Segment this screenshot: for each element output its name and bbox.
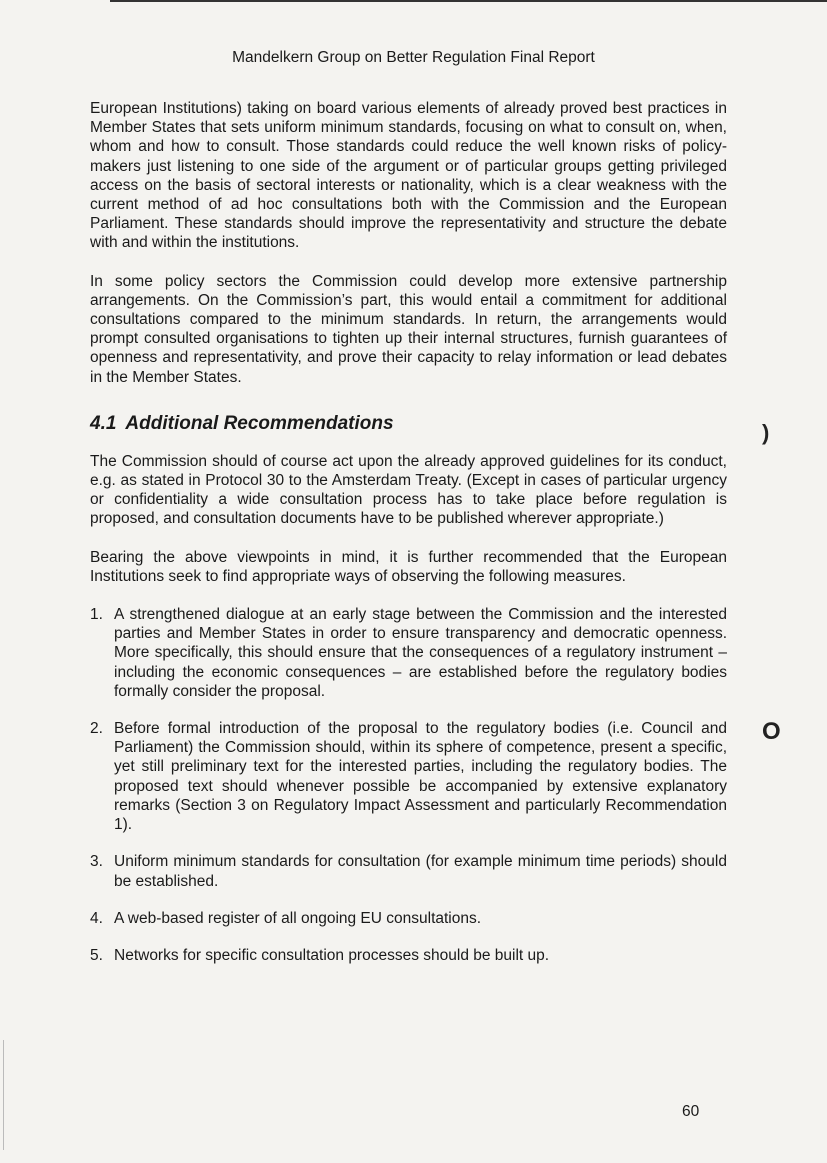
list-item-text: A strengthened dialogue at an early stage between the Commission and the interested parties and Member States in order to ensure transparency and democratic openness. More specifically, this should ensure that the consequences of a regulatory instrument – including the economic consequences – are established before the regulatory bodies formally consider the proposal.	[114, 606, 727, 700]
list-item	[90, 946, 727, 965]
list-item-number: 3.	[90, 853, 103, 871]
list-item	[90, 909, 727, 928]
list-item	[90, 605, 727, 701]
list-item-text: Networks for specific consultation processes should be built up.	[114, 946, 550, 964]
section-number: 4.1	[90, 412, 117, 434]
list-item-number: 4.	[90, 909, 103, 927]
list-item-text: A web-based register of all ongoing EU consultations.	[114, 909, 482, 927]
paragraph-viewpoints: Bearing the above viewpoints in mind, it is further recommended that the European Institutions seek to find appropriate ways of observing the following measures.	[90, 548, 727, 585]
binder-hole-mark: )	[762, 420, 770, 445]
paragraph-guidelines: The Commission should of course act upon the already approved guidelines for its conduct, e.g. as stated in Protocol 30 to the Amsterdam Treaty. (Except in cases of particular urgency or confidentiality a wide consultation process has to take place before regulation is proposed, and consultation documents have to be published wherever appropriate.)	[90, 452, 727, 528]
page-body	[90, 99, 727, 983]
list-item-number: 1.	[90, 606, 103, 624]
paragraph-consultation-standards: European Institutions) taking on board various elements of already proved best practices in Member States that sets uniform minimum standards, focusing on what to consult on, when, whom and how to consult. Those standards could reduce the well known risks of policy-makers just listening to one side of the argument or of particular groups getting privileged access on the basis of sectoral interests or nationality, which is a clear weakness with the current method of ad hoc consultations both with the Commission and the European Parliament. These standards should improve the representativity and structure the debate with and within the institutions.	[90, 100, 727, 252]
list-item	[90, 852, 727, 890]
list-item-text: Before formal introduction of the proposal to the regulatory bodies (i.e. Council and Parliament) the Commission should, within its sphere of competence, present a specific, yet still preliminary text for the interested parties, including the regulatory bodies. The proposed text should whenever possible be accompanied by extensive explanatory remarks (Section 3 on Regulatory Impact Assessment and particularly Recommendation 1).	[114, 720, 727, 834]
page-header: Mandelkern Group on Better Regulation Final Report	[232, 49, 595, 66]
list-item-number: 5.	[90, 946, 103, 964]
section-title: Additional Recommendations	[125, 412, 394, 434]
list-item	[90, 719, 727, 834]
binder-hole-mark: O	[762, 718, 781, 745]
left-scan-edge	[3, 1040, 4, 1150]
page-number: 60	[682, 1103, 700, 1120]
list-item-number: 2.	[90, 720, 103, 738]
list-item-text: Uniform minimum standards for consultation (for example minimum time periods) should be established.	[114, 853, 727, 890]
paragraph-partnership-arrangements: In some policy sectors the Commission could develop more extensive partnership arrangements. On the Commission’s part, this would entail a commitment for additional consultations compared to the minimum standards. In return, the arrangements would prompt consulted organisations to tighten up their internal structures, furnish guarantees of openness and representativity, and prove their capacity to relay information or lead debates in the Member States.	[90, 272, 727, 386]
section-heading	[90, 413, 727, 435]
recommendations-list	[90, 605, 727, 965]
top-scan-rule	[110, 0, 827, 2]
